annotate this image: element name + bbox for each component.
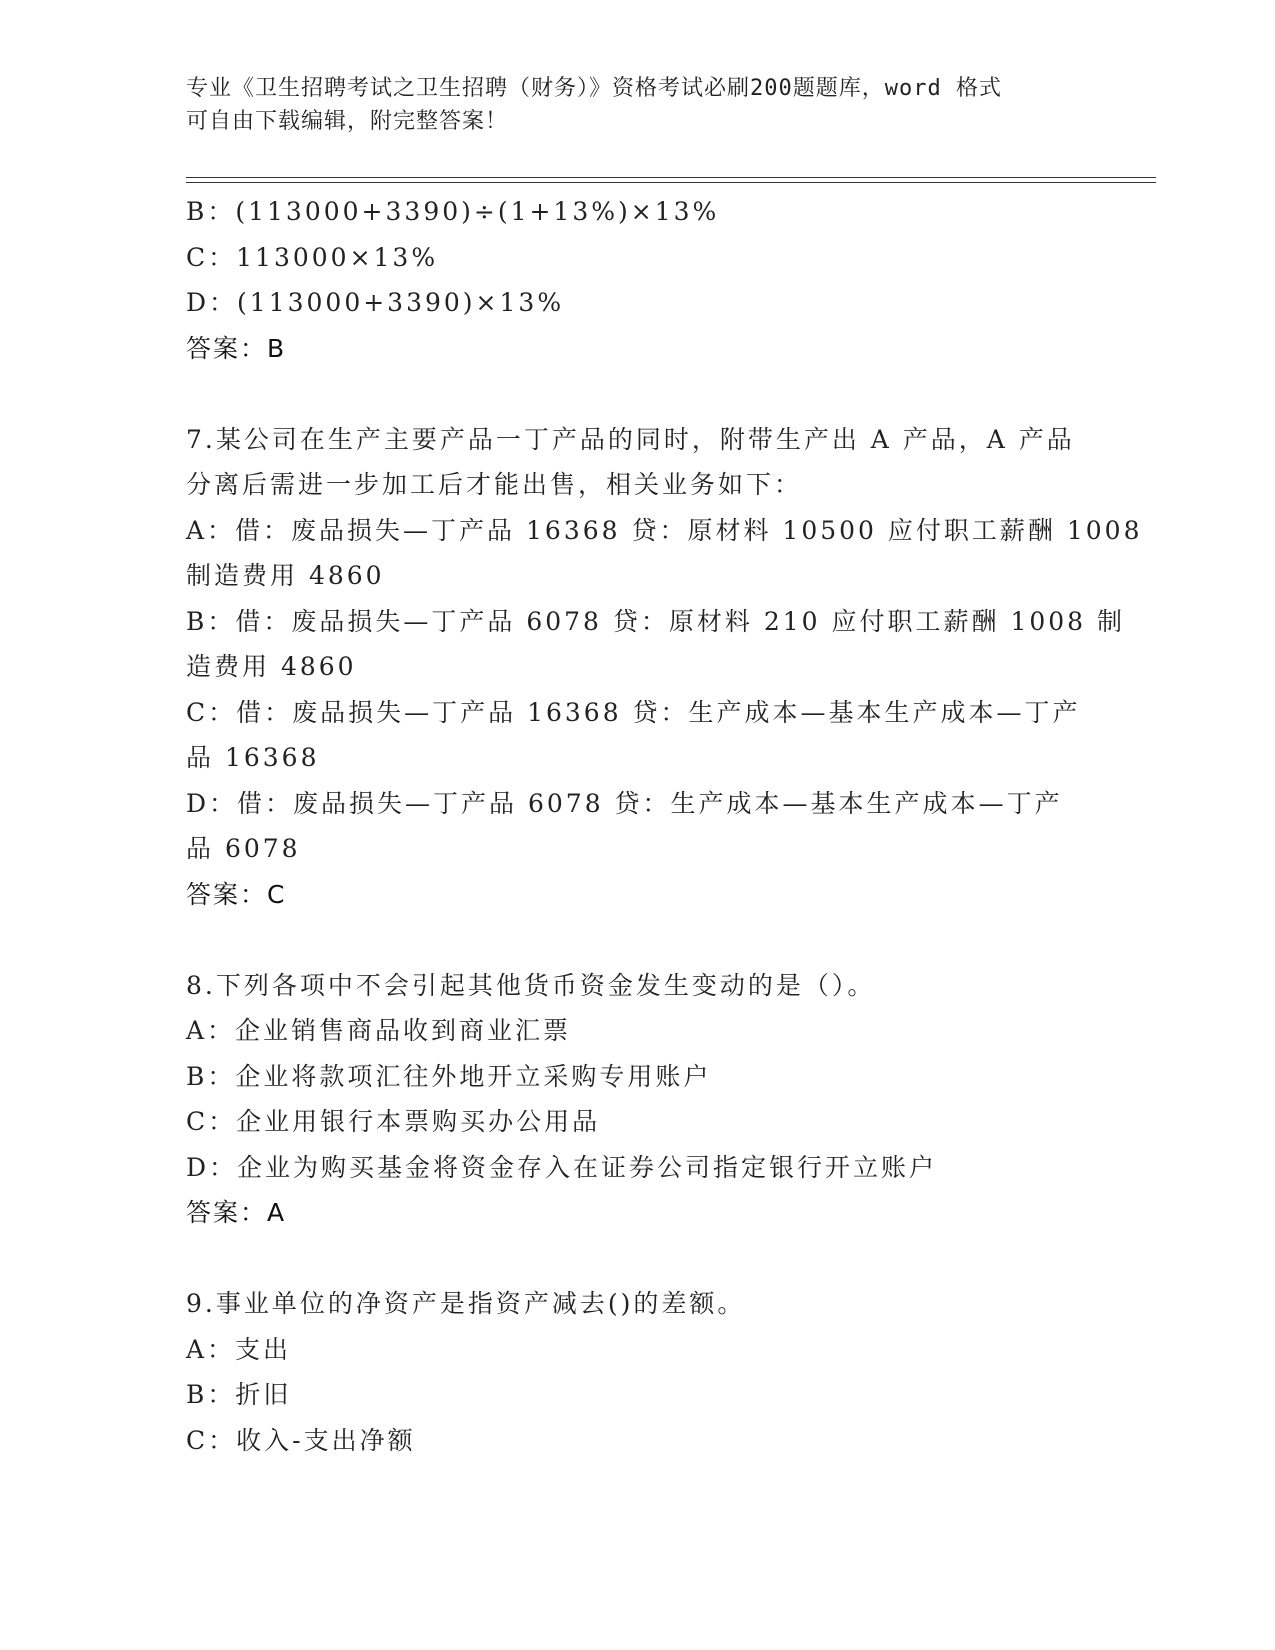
document-header <box>186 72 1086 138</box>
question-6 <box>186 189 1086 371</box>
option-d: D：借：废品损失—丁产品 6078 贷：生产成本—基本生产成本—丁产 <box>186 788 1063 818</box>
answer: 答案：C <box>186 879 287 909</box>
question-stem-continued: 分离后需进一步加工后才能出售，相关业务如下： <box>186 470 803 499</box>
header-rule-top <box>186 177 1156 178</box>
option-b: B：(113000+3390)÷(1+13%)×13% <box>186 197 720 226</box>
question-stem: 9.事业单位的净资产是指资产减去()的差额。 <box>186 1289 746 1318</box>
option-c: C：收入-支出净额 <box>186 1425 416 1455</box>
option-b: B：借：废品损失—丁产品 6078 贷：原材料 210 应付职工薪酬 1008 制 <box>186 606 1126 636</box>
spacer <box>186 917 1086 963</box>
option-c: C：借：废品损失—丁产品 16368 贷：生产成本—基本生产成本—丁产 <box>186 697 1081 727</box>
option-b-continued: 造费用 4860 <box>186 652 357 681</box>
option-c: C：企业用银行本票购买办公用品 <box>186 1107 601 1136</box>
option-a: A：企业销售商品收到商业汇票 <box>186 1016 572 1045</box>
option-c: C：113000×13% <box>186 242 439 272</box>
option-a: A：支出 <box>186 1334 292 1364</box>
option-a: A：借：废品损失—丁产品 16368 贷：原材料 10500 应付职工薪酬 1008 <box>186 515 1143 545</box>
option-c-continued: 品 16368 <box>186 743 320 772</box>
question-stem: 7.某公司在生产主要产品一丁产品的同时，附带生产出 A 产品，A 产品 <box>186 424 1075 454</box>
answer: 答案：A <box>186 1198 287 1227</box>
answer: 答案：B <box>186 333 287 363</box>
option-d: D：企业为购买基金将资金存入在证券公司指定银行开立账户 <box>186 1152 938 1182</box>
question-8 <box>186 963 1086 1236</box>
spacer <box>186 1236 1086 1282</box>
option-d: D：(113000+3390)×13% <box>186 288 565 317</box>
question-9 <box>186 1281 1086 1463</box>
spacer <box>186 371 1086 417</box>
option-a-continued: 制造费用 4860 <box>186 561 385 590</box>
question-list <box>186 189 1143 1463</box>
option-b: B：企业将款项汇往外地开立采购专用账户 <box>186 1061 712 1091</box>
question-stem: 8.下列各项中不会引起其他货币资金发生变动的是（）。 <box>186 970 876 1000</box>
header-rule-bottom <box>186 182 1156 183</box>
header-line-1: 专业《卫生招聘考试之卫生招聘（财务）》资格考试必刷200题题库，word 格式 <box>186 76 1002 101</box>
question-7 <box>186 417 1143 918</box>
option-b: B：折旧 <box>186 1380 292 1409</box>
header-line-2: 可自由下载编辑，附完整答案！ <box>186 109 509 134</box>
option-d-continued: 品 6078 <box>186 834 301 863</box>
